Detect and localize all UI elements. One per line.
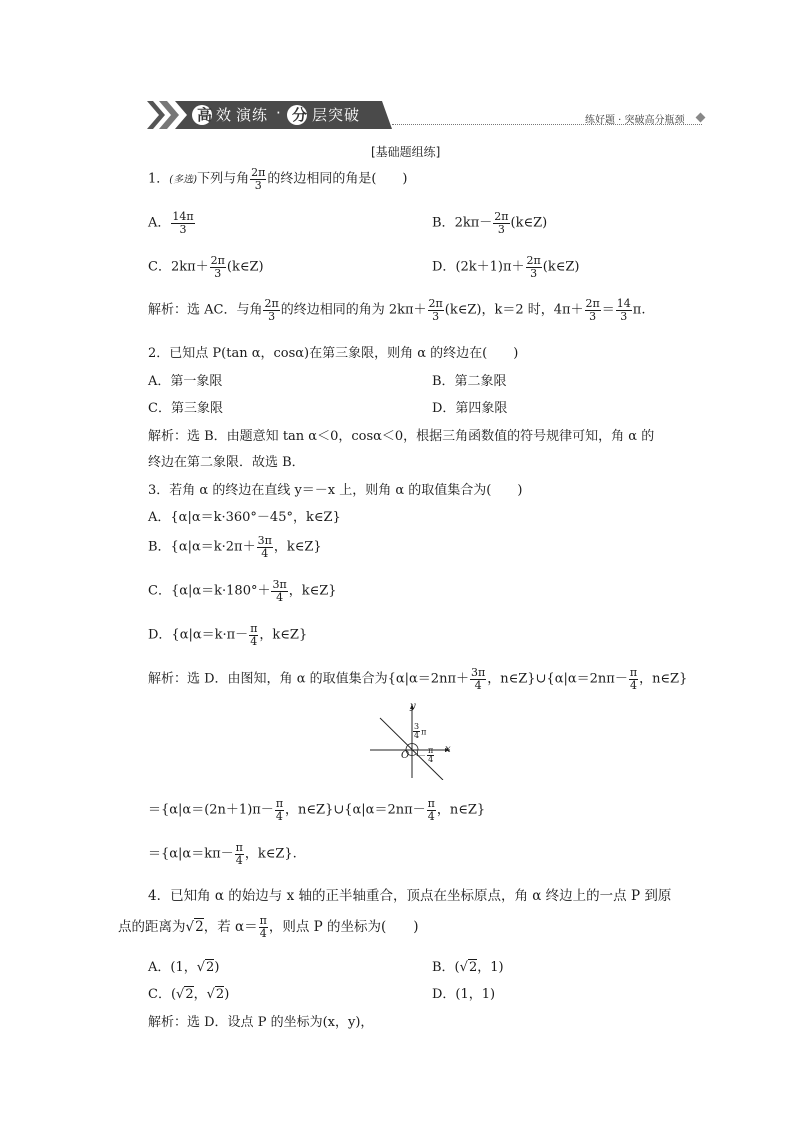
q2-option-a: A．第一象限 — [148, 374, 223, 389]
q3-answer: 解析：选 D．由图知，角 α 的取值集合为{α|α＝2nπ＋ $\frac{3\pi}{4}$ ，n∈Z}∪{α|α＝2nπ－ $\frac{\pi}{4}$ ，n∈Z} — [148, 666, 688, 692]
q3-answer-cont-2: ＝{α|α＝kπ－ $\frac{\pi}{4}$ ，k∈Z}. — [148, 841, 297, 867]
q2-option-c: C．第三象限 — [148, 401, 223, 416]
q3-answer-cont-1: ＝{α|α＝(2n＋1)π－ $\frac{\pi}{4}$ ，n∈Z}∪{α|α＝2nπ－ $\frac{\pi}{4}$ ，n∈Z} — [148, 797, 486, 823]
q4-answer: 解析：选 D．设点 P 的坐标为(x，y)， — [148, 1015, 374, 1030]
q4-option-b: B．(√2，1) — [432, 960, 504, 975]
header-tagline: 练好题 · 突破高分瓶颈 — [585, 115, 685, 126]
q2-answer-line-1: 解析：选 B．由题意知 tan α＜0，cosα＜0，根据三角函数值的符号规律可知，角 α 的 — [148, 429, 655, 444]
q1-frac: $\frac{2\pi}{3}$ — [251, 166, 266, 192]
banner-char-4: 分 — [292, 106, 309, 124]
q2-option-b: B．第二象限 — [432, 374, 507, 389]
fig-angle-label-top: $\frac{3}{4}$ π — [414, 722, 427, 741]
q3-option-c: C．{α|α＝k·180°＋ $\frac{3\pi}{4}$ ，k∈Z} — [148, 578, 337, 604]
q3-option-d: D．{α|α＝k·π－ $\frac{\pi}{4}$ ，k∈Z} — [148, 622, 308, 648]
banner-dot: · — [276, 104, 282, 122]
q1-option-a: A． $\frac{14\pi}{3}$ — [148, 210, 194, 236]
question-4-stem-line-1: 4．已知角 α 的始边与 x 轴的正半轴重合，顶点在坐标原点，角 α 终边上的一点 P 到原 — [148, 888, 672, 904]
fig-angle-label-bottom: － $\frac{\pi}{4}$ — [418, 746, 434, 765]
q4-option-a: A．(1，√2) — [148, 960, 220, 975]
q1-option-d: D．(2k＋1)π＋ $\frac{2\pi}{3}$ (k∈Z) — [432, 254, 580, 280]
banner-char-3: 演练 — [236, 106, 269, 124]
fig-y-label: y — [410, 701, 416, 712]
q4-option-c: C．(√2，√2) — [148, 987, 230, 1002]
fig-x-label: x — [445, 744, 451, 755]
q3-option-a: A．{α|α＝k·360°－45°，k∈Z} — [148, 510, 341, 525]
q1-number: 1． — [148, 171, 170, 187]
q2-option-d: D．第四象限 — [432, 401, 508, 416]
q3-angle-figure — [365, 700, 455, 780]
q2-answer-line-2: 终边在第二象限．故选 B． — [148, 455, 305, 470]
section-title: [基础题组练] — [371, 145, 441, 159]
question-1-stem — [148, 167, 408, 191]
question-2-stem: 2．已知点 P(tan α，cosα)在第三象限，则角 α 的终边在( ) — [148, 346, 519, 361]
q3-option-b: B．{α|α＝k·2π＋ $\frac{3\pi}{4}$ ，k∈Z} — [148, 534, 322, 560]
q1-stem-b: 的终边相同的角是( ) — [267, 171, 408, 187]
q1-answer: 解析：选 AC．与角 $\frac{2\pi}{3}$ 的终边相同的角为 2kπ＋ $\frac{2\pi}{3}$ (k∈Z)，k＝2 时，4π＋ $\frac{2\pi}{3}$ ＝ $\frac{14}{3}$ π. — [148, 297, 646, 323]
banner-char-5: 层突破 — [312, 106, 361, 124]
diamond-icon — [696, 113, 706, 123]
banner-char-2: 效 — [216, 106, 233, 124]
banner-char-1: 高 — [197, 106, 214, 124]
question-4-stem-line-2: 点的距离为√2，若 α＝ $\frac{\pi}{4}$ ，则点 P 的坐标为( ) — [118, 914, 419, 940]
q1-option-c: C．2kπ＋ $\frac{2\pi}{3}$ (k∈Z) — [148, 254, 264, 280]
fig-origin-label: O — [401, 750, 410, 761]
q1-note: (多选) — [169, 174, 198, 186]
q4-option-d: D．(1，1) — [432, 987, 496, 1002]
q1-stem-a: 下列与角 — [197, 171, 250, 187]
q1-option-b: B．2kπ－ $\frac{2\pi}{3}$ (k∈Z) — [432, 210, 548, 236]
question-3-stem: 3．若角 α 的终边在直线 y＝－x 上，则角 α 的取值集合为( ) — [148, 483, 523, 498]
